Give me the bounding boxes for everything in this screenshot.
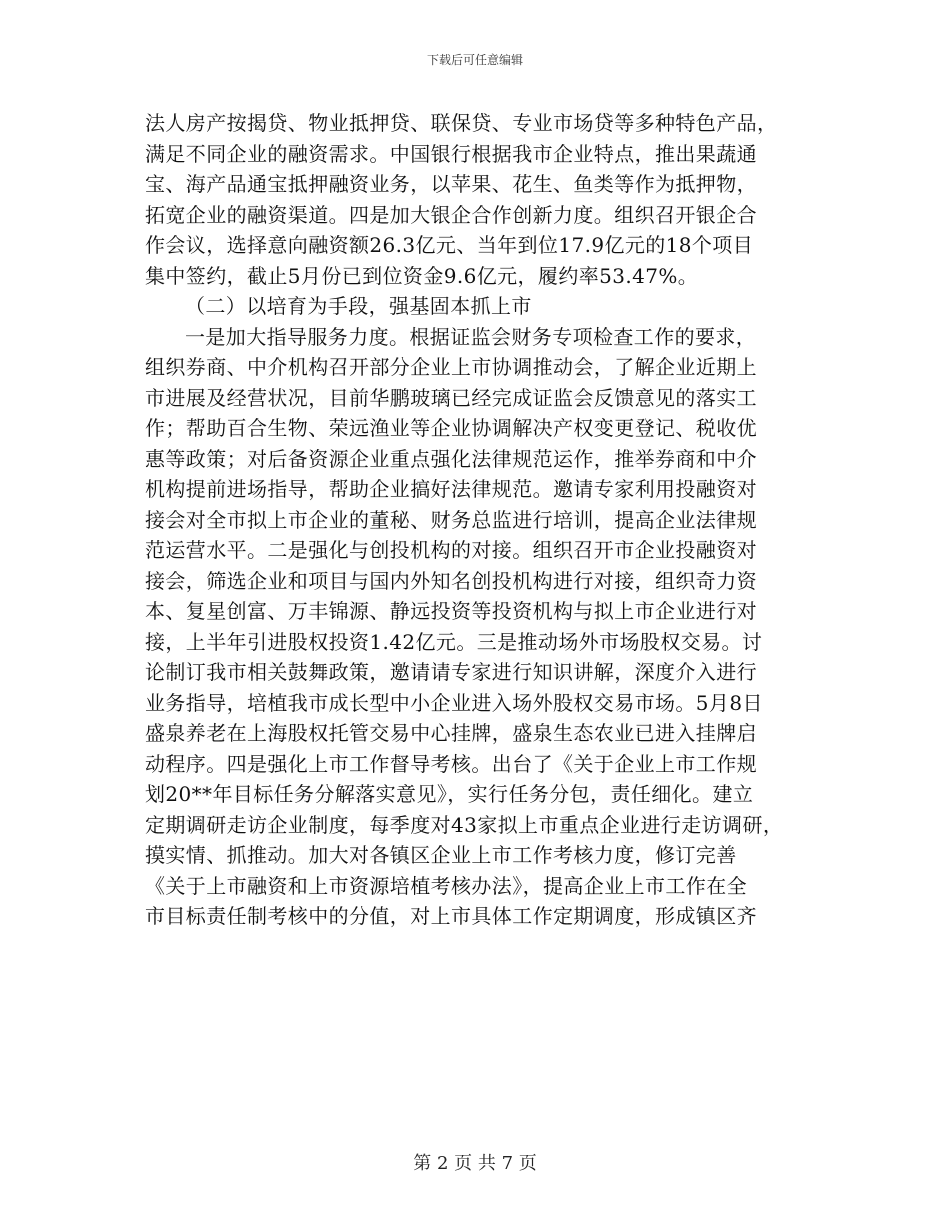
page-header-note: 下载后可任意编辑 (426, 53, 523, 67)
body-line: 范运营水平。二是强化与创投机构的对接。组织召开市企业投融资对 (145, 538, 757, 562)
body-line: 《关于上市融资和上市资源培植考核办法》，提高企业上市工作在全 (145, 873, 747, 898)
body-line: 市目标责任制考核中的分值，对上市具体工作定期调度，形成镇区齐 (145, 904, 757, 928)
body-line: 拓宽企业的融资渠道。四是加大银企合作创新力度。组织召开银企合 (145, 202, 757, 227)
body-line: 作；帮助百合生物、荣远渔业等企业协调解决产权变更登记、税收优 (145, 416, 757, 440)
document-body (145, 108, 805, 932)
body-line: 摸实情、抓推动。加大对各镇区企业上市工作考核力度，修订完善 (145, 843, 737, 867)
page-number-footer: 第 2 页 共 7 页 (413, 1153, 537, 1174)
body-line: 集中签约，截止5月份已到位资金9.6亿元，履约率53.47%。 (145, 263, 699, 288)
body-line: 划20**年目标任务分解落实意见》，实行任务分包，责任细化。建立 (145, 782, 754, 806)
body-line: 组织券商、中介机构召开部分企业上市协调推动会，了解企业近期上 (145, 355, 757, 379)
body-line: 本、复星创富、万丰锦源、静远投资等投资机构与拟上市企业进行对 (145, 599, 757, 623)
body-line: 论制订我市相关鼓舞政策，邀请请专家进行知识讲解，深度介入进行 (145, 660, 757, 684)
body-line: 接会，筛选企业和项目与国内外知名创投机构进行对接，组织奇力资 (145, 568, 757, 593)
section-heading: （二）以培育为手段，强基固本抓上市 (185, 294, 532, 318)
body-line: 动程序。四是强化上市工作督导考核。出台了《关于企业上市工作规 (145, 751, 757, 776)
paragraph-start-line: 一是加大指导服务力度。根据证监会财务专项检查工作的要求， (185, 324, 757, 349)
body-line: 惠等政策；对后备资源企业重点强化法律规范运作，推举券商和中介 (145, 446, 757, 471)
body-line: 宝、海产品通宝抵押融资业务，以苹果、花生、鱼类等作为抵押物， (145, 172, 757, 196)
body-line: 机构提前进场指导，帮助企业搞好法律规范。邀请专家利用投融资对 (145, 477, 757, 501)
body-line: 满足不同企业的融资需求。中国银行根据我市企业特点，推出果蔬通 (145, 141, 757, 166)
body-line: 定期调研走访企业制度，每季度对43家拟上市重点企业进行走访调研， (145, 812, 784, 837)
body-line: 法人房产按揭贷、物业抵押贷、联保贷、专业市场贷等多种特色产品， (145, 111, 778, 135)
body-line: 接，上半年引进股权投资1.42亿元。三是推动场外市场股权交易。讨 (145, 629, 763, 654)
body-line: 盛泉养老在上海股权托管交易中心挂牌，盛泉生态农业已进入挂牌启 (145, 721, 757, 745)
body-line: 接会对全市拟上市企业的董秘、财务总监进行培训，提高企业法律规 (145, 507, 757, 532)
body-line: 作会议，选择意向融资额26.3亿元、当年到位17.9亿元的18个项目 (145, 233, 754, 257)
body-line: 业务指导，培植我市成长型中小企业进入场外股权交易市场。5月8日 (145, 690, 763, 715)
body-line: 市进展及经营状况，目前华鹏玻璃已经完成证监会反馈意见的落实工 (145, 385, 757, 410)
